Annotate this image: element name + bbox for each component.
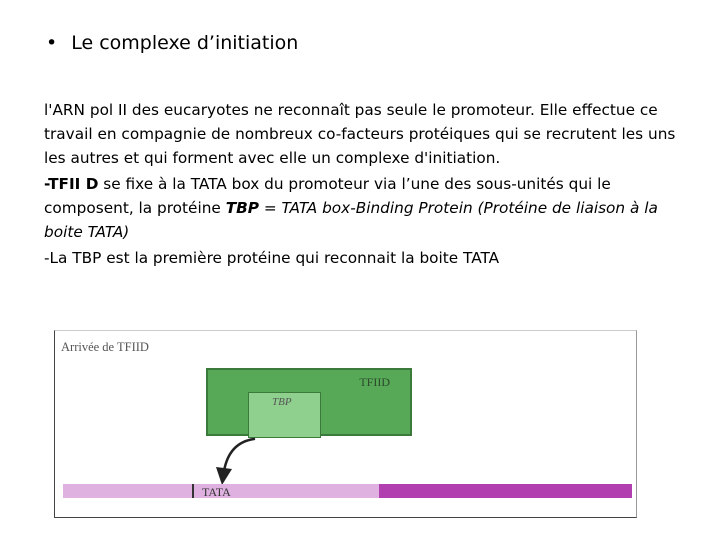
paragraph-3: -La TBP est la première protéine qui reconnait la boite TATA — [44, 249, 500, 267]
tata-label: TATA — [202, 485, 231, 499]
body-text — [44, 98, 686, 270]
tbp-label: TBP — [272, 396, 292, 408]
tbp-definition: = TATA box-Binding Protein (Protéine de liaison à la boite TATA) — [44, 199, 658, 241]
tfiid-diagram — [54, 330, 637, 518]
binding-arrow-icon — [210, 431, 260, 487]
tfiid-label: TFIID — [359, 375, 390, 389]
tfiid-term: -TFII D — [44, 175, 99, 193]
heading-title: Le complexe d’initiation — [71, 32, 299, 54]
paragraph-2-text: se fixe à la TATA box du promoteur via l’une des sous-unités qui le composent, la protéine — [44, 175, 611, 217]
slide-heading — [46, 32, 298, 54]
bullet-icon: • — [46, 32, 58, 54]
figure-title: Arrivée de TFIID — [61, 340, 149, 354]
paragraph-1: l'ARN pol II des eucaryotes ne reconnaît pas seule le promoteur. Elle effectue ce travail en compagnie de nombreux co-facteurs protéiques qui se recrutent les uns les autres et qui forment avec elle un complexe d'initiation. — [44, 101, 676, 167]
dna-strand-gene — [379, 484, 632, 498]
paragraph-2 — [44, 172, 686, 244]
tata-box-marker — [192, 484, 194, 498]
tbp-term: TBP — [225, 199, 259, 217]
